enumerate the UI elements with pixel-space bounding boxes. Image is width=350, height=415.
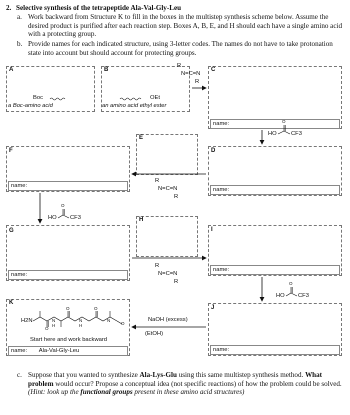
part-b-text: Provide names for each indicated structure, using 3-letter codes. The names do not have to take protonation state into account but should account for protecting groups. (28, 40, 333, 57)
part-c-text-1: Suppose that you wanted to synthesize (28, 371, 140, 379)
box-a-label: A (9, 67, 14, 73)
tfa-cf3-1: CF3 (291, 131, 302, 137)
tfa-structure-1 (278, 125, 290, 134)
boc-squiggle (50, 98, 65, 100)
boc-text: Boc (33, 95, 43, 101)
start-here-text: Start here and work backward (30, 337, 108, 343)
k-name-value: Ala-Val-Gly-Leu (38, 348, 80, 354)
part-c-label: c. (17, 371, 22, 379)
tfa-cf3-2: CF3 (70, 215, 81, 221)
box-d-label: D (211, 148, 216, 154)
k-h-1: H (52, 323, 56, 328)
box-k-label: K (9, 300, 14, 306)
k-n-1: N (52, 318, 56, 323)
problem-number: 2. (6, 4, 12, 12)
tfa-ho-3: HO (276, 293, 285, 299)
name-label: name: (11, 348, 28, 354)
part-a-label: a. (17, 13, 22, 21)
box-f-label: F (9, 148, 13, 154)
k-o-4: O (121, 321, 125, 326)
part-c-hint-1: (Hint: look up the (28, 388, 81, 397)
dcc-r-bottom-2: R (174, 194, 179, 200)
dcc-reagent-1: N=C=N (181, 71, 201, 77)
etoh-text: (EtOH) (145, 331, 164, 337)
dcc-r-bottom-1: R (195, 79, 200, 85)
box-h-label: H (139, 217, 144, 223)
tfa-o-1: O (282, 119, 286, 124)
name-label: name: (213, 121, 230, 127)
dcc-r-top-2: R (155, 178, 160, 184)
part-c-bold-1: Ala-Lys-Glu (139, 371, 177, 379)
naoh-text: NaOH (excess) (148, 317, 188, 323)
name-label: name: (11, 183, 28, 189)
dcc-r-bottom-3: R (174, 279, 179, 285)
box-b-label: B (104, 67, 109, 73)
oet-text: OEt (150, 95, 160, 101)
part-c-hint-bold: functional groups (80, 388, 133, 397)
box-g-label: G (9, 228, 14, 234)
part-a-text: Work backward from Structure K to fill in the boxes in the multistep synthesis scheme below. Assume the desired product is purified after each reaction step. Boxes A, B, E, and H should each have a single amino acid with a protecting group. (28, 13, 342, 39)
part-c-hint-2: present in these amino acid structures) (132, 388, 245, 397)
tfa-o-2: O (61, 203, 65, 208)
tfa-cf3-3: CF3 (298, 293, 309, 299)
box-c-label: C (211, 67, 216, 73)
dcc-reagent-2: N=C=N (158, 186, 178, 192)
part-b-label: b. (17, 40, 23, 48)
k-h-2: H (79, 323, 83, 328)
tfa-ho-2: HO (48, 215, 57, 221)
oet-squiggle (120, 98, 141, 100)
name-label: name: (213, 267, 230, 273)
box-j-label: J (211, 305, 215, 311)
k-o-1: O (45, 326, 49, 331)
tfa-o-3: O (289, 281, 293, 286)
tfa-structure-3 (286, 287, 297, 296)
dcc-reagent-3: N=C=N (158, 271, 178, 277)
tfa-structure-2 (58, 209, 69, 218)
dcc-r-top-1: R (177, 63, 182, 69)
name-label: name: (213, 187, 230, 193)
ethyl-ester-caption: an amino acid ethyl ester (102, 103, 167, 109)
k-n-2: N (79, 318, 83, 323)
part-c-text-2: using this same multistep synthesis method. (176, 371, 306, 379)
k-o-3: O (94, 306, 98, 311)
part-c-bold-2: What problem (28, 371, 323, 388)
boc-amino-acid-caption: a Boc-amino acid (8, 103, 53, 109)
part-c-text-3: would occur? Propose a conceptual idea (not specific reactions) of how the problem could be solved. (53, 379, 342, 388)
k-n-3: N (107, 318, 111, 323)
name-label: name: (213, 347, 230, 353)
tfa-ho-1: HO (268, 131, 277, 137)
dcc-r-top-3: R (155, 263, 160, 269)
problem-title: Selective synthesis of the tetrapeptide Ala-Val-Gly-Leu (16, 4, 182, 12)
box-e-label: E (139, 135, 144, 141)
box-i-label: I (211, 227, 213, 233)
name-label: name: (11, 272, 28, 278)
h2n-text: H2N (21, 318, 33, 324)
k-o-2: O (66, 306, 70, 311)
